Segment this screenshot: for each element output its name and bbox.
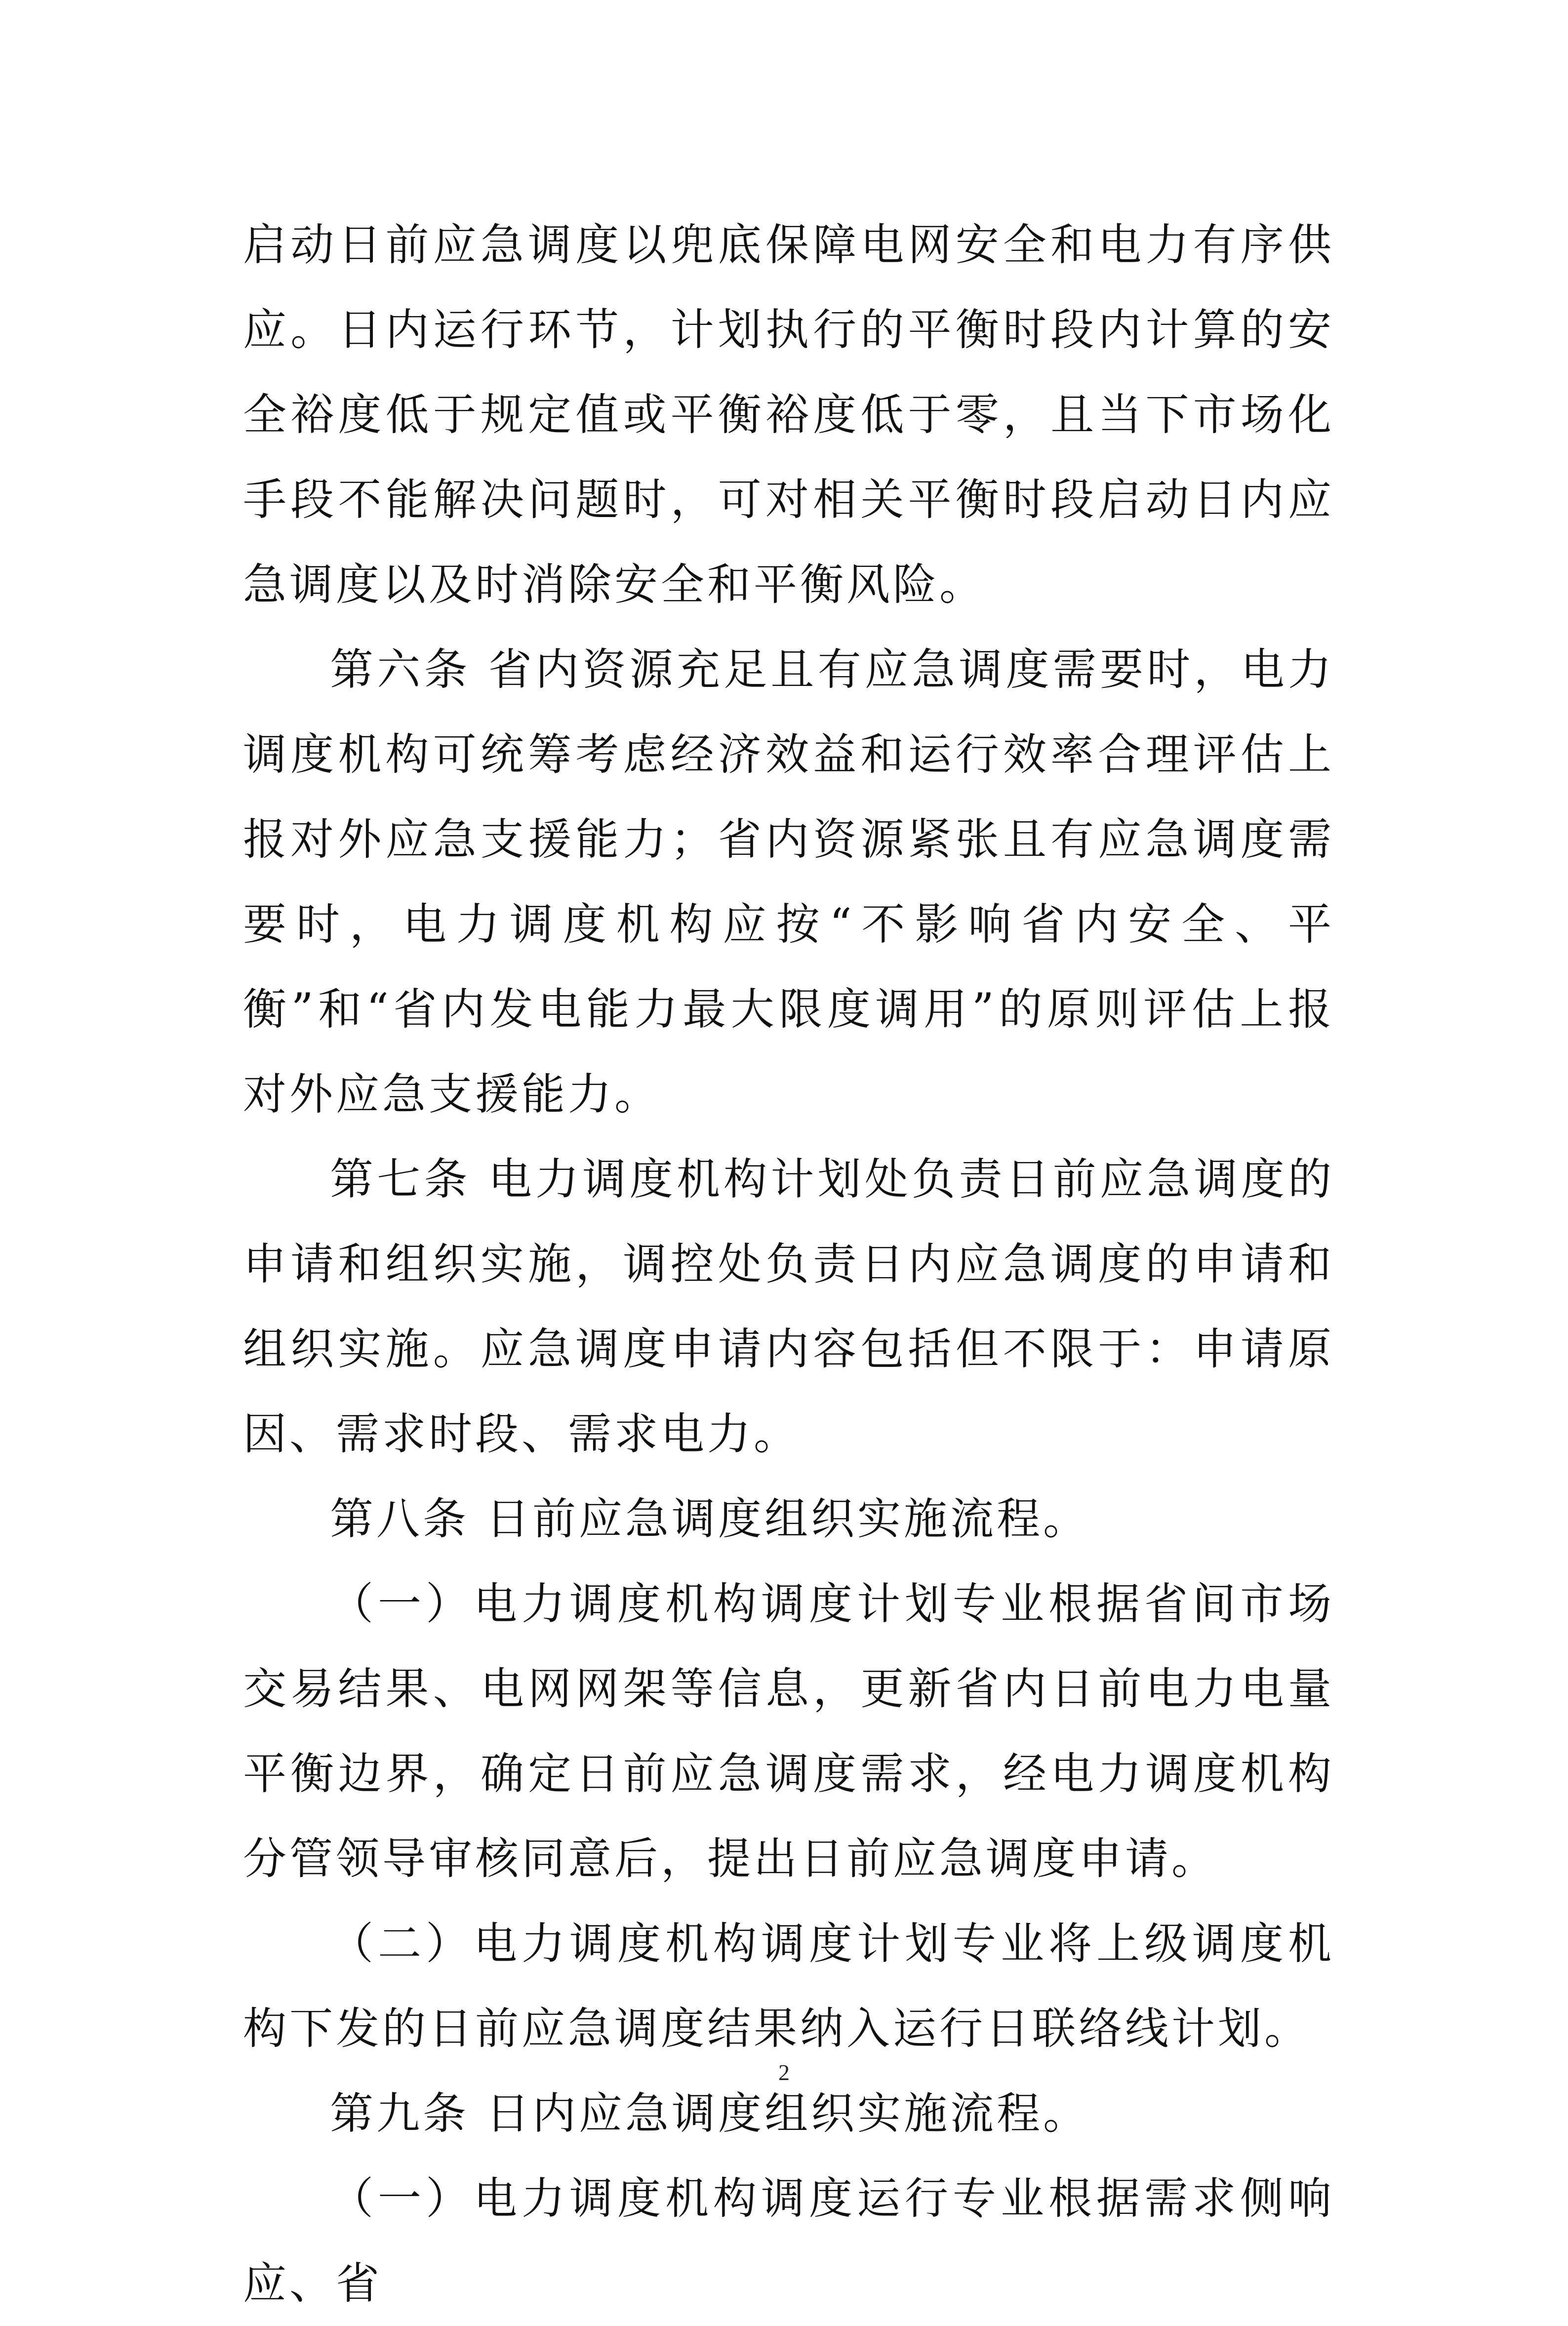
paragraph-article-9-item-1: （一）电力调度机构调度运行专业根据需求侧响应、省: [243, 2173, 1334, 2309]
paragraph-article-7: 第七条 电力调度机构计划处负责日前应急调度的申请和组织实施，调控处负责日内应急调度的申请和组织实施。应急调度申请内容包括但不限于：申请原因、需求时段、需求电力。: [243, 1154, 1334, 1459]
page-number: 2: [778, 2060, 790, 2085]
paragraph-article-8-item-1: （一）电力调度机构调度计划专业根据省间市场交易结果、电网网架等信息，更新省内日前电力电量平衡边界，确定日前应急调度需求，经电力调度机构分管领导审核同意后，提出日前应急调度申请。: [243, 1578, 1334, 1884]
body-text: [243, 202, 1334, 2326]
paragraph-article-6: 第六条 省内资源充足且有应急调度需要时，电力调度机构可统筹考虑经济效益和运行效率合理评估上报对外应急支援能力；省内资源紧张且有应急调度需要时，电力调度机构应按“不影响省内安全、平衡”和“省内发电能力最大限度调用”的原则评估上报对外应急支援能力。: [243, 644, 1334, 1120]
paragraph-article-8: 第八条 日前应急调度组织实施流程。: [330, 1493, 1089, 1544]
paragraph-article-8-item-2: （二）电力调度机构调度计划专业将上级调度机构下发的日前应急调度结果纳入运行日联络线计划。: [243, 1918, 1334, 2054]
paragraph-continuation: 启动日前应急调度以兜底保障电网安全和电力有序供应。日内运行环节，计划执行的平衡时段内计算的安全裕度低于规定值或平衡裕度低于零，且当下市场化手段不能解决问题时，可对相关平衡时段启动日内应急调度以及时消除安全和平衡风险。: [243, 219, 1334, 610]
paragraph-article-9: 第九条 日内应急调度组织实施流程。: [330, 2088, 1089, 2139]
